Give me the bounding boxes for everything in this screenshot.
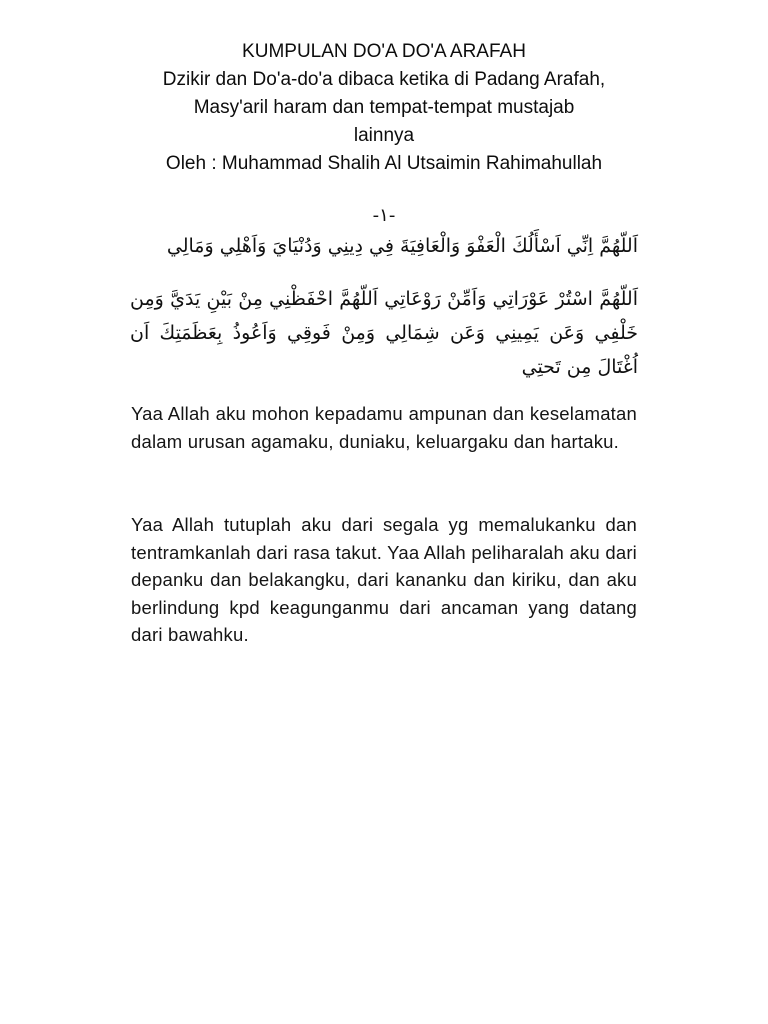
heading-title: KUMPULAN DO'A DO'A ARAFAH <box>242 41 526 62</box>
document-heading <box>100 38 668 178</box>
heading-subtitle-line-3: lainnya <box>353 125 415 146</box>
arabic-prayer-1: اَللّهُمَّ اِنِّي اَسْأَلُكَ الْعَفْوَ وَالْعَافِيَةَ فِي دِينِي وَدُنْيَايَ وَاَهْلِي وَمَالِي <box>166 235 638 257</box>
translation-paragraph-1: Yaa Allah aku mohon kepadamu ampunan dan keselamatan dalam urusan agamaku, duniaku, keluargaku dan hartaku. <box>131 403 637 452</box>
heading-subtitle-line-1: Dzikir dan Do'a-do'a dibaca ketika di Padang Arafah, <box>162 69 606 90</box>
heading-author: Oleh : Muhammad Shalih Al Utsaimin Rahimahullah <box>165 153 603 174</box>
translation-paragraph-2: Yaa Allah tutuplah aku dari segala yg memalukanku dan tentramkanlah dari rasa takut. Yaa Allah peliharalah aku dari depanku dan belakangku, dari kananku dan kiriku, dan aku berlindung kpd keagunganmu dari ancaman yang datang dari bawahku. <box>131 514 637 645</box>
arabic-prayer-2: اَللّهُمَّ اسْتُرْ عَوْرَاتِي وَاَمِّنْ رَوْعَاتِي اَللّهُمَّ احْفَظْنِي مِنْ بَيْنِ يَدَيَّ وَمِن خَلْفِي وَعَن يَمِينِي وَعَن شِمَالِي وَمِنْ فَوقِي وَاَعُوذُ بِعَظَمَتِكَ اَن اُغْتَالَ مِن تَحتِي <box>130 288 638 378</box>
section-number: -١- <box>372 205 396 226</box>
heading-subtitle-line-2: Masy'aril haram dan tempat-tempat mustajab <box>193 97 575 118</box>
